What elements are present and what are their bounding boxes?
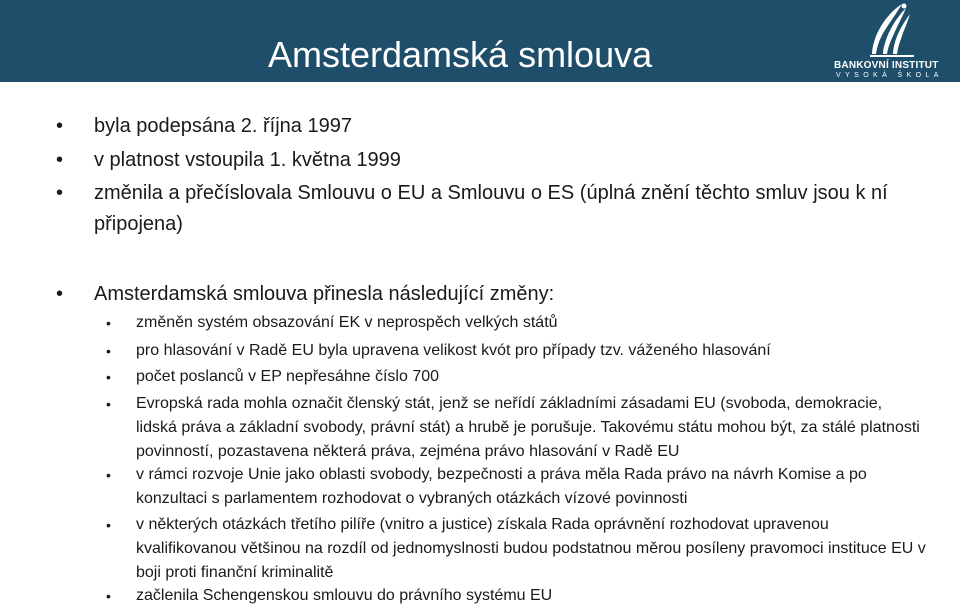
bullet-changes-intro: • Amsterdamská smlouva přinesla následující změny: [94,279,914,310]
bullet-renumbered: • změnila a přečíslovala Smlouvu o EU a Smlouvu o ES (úplná znění těchto smluv jsou k ní připojena) [94,178,914,240]
sub-bullet-voting-quotas: • pro hlasování v Radě EU byla upravena velikost kvót pro případy tzv. váženého hlasování [136,339,926,363]
logo-name: BANKOVNÍ INSTITUT [834,60,939,71]
sub-bullet-third-pillar: • v některých otázkách třetího pilíře (vnitro a justice) získala Rada oprávnění rozhodovat upravenou kvalifikovanou většinou na rozdíl od jednomyslnosti budou podstatnou měrou posíleny pravomoci instituce EU v boji proti finanční kriminalitě [136,513,926,585]
sub-bullet-commission: • změněn systém obsazování EK v neprospěch velkých států [136,311,926,335]
logo-subtitle: VYSOKÁ ŠKOLA [836,72,943,79]
sub-bullet-visa: • v rámci rozvoje Unie jako oblasti svobody, bezpečnosti a práva měla Rada právo na návrh Komise a po konzultaci s parlamentem rozhodovat o vybraných otázkách vízové povinnosti [136,463,926,511]
sub-bullet-member-state-sanctions: • Evropská rada mohla označit členský stát, jenž se neřídí základními zásadami EU (svoboda, demokracie, lidská práva a základní svobody, právní stát) a hrubě je porušuje. Takovému státu mohou být, za stálé platnosti povinností, pozastavena některá práva, zejména právo hlasování v Radě EU [136,392,926,464]
sub-bullet-schengen: • začlenila Schengenskou smlouvu do právního systému EU [136,584,926,608]
bullet-signed: • byla podepsána 2. října 1997 [94,111,914,142]
bullet-in-force: • v platnost vstoupila 1. května 1999 [94,145,914,176]
slide-title: Amsterdamská smlouva [268,34,653,75]
sub-bullet-ep-members: • počet poslanců v EP nepřesáhne číslo 700 [136,365,926,389]
